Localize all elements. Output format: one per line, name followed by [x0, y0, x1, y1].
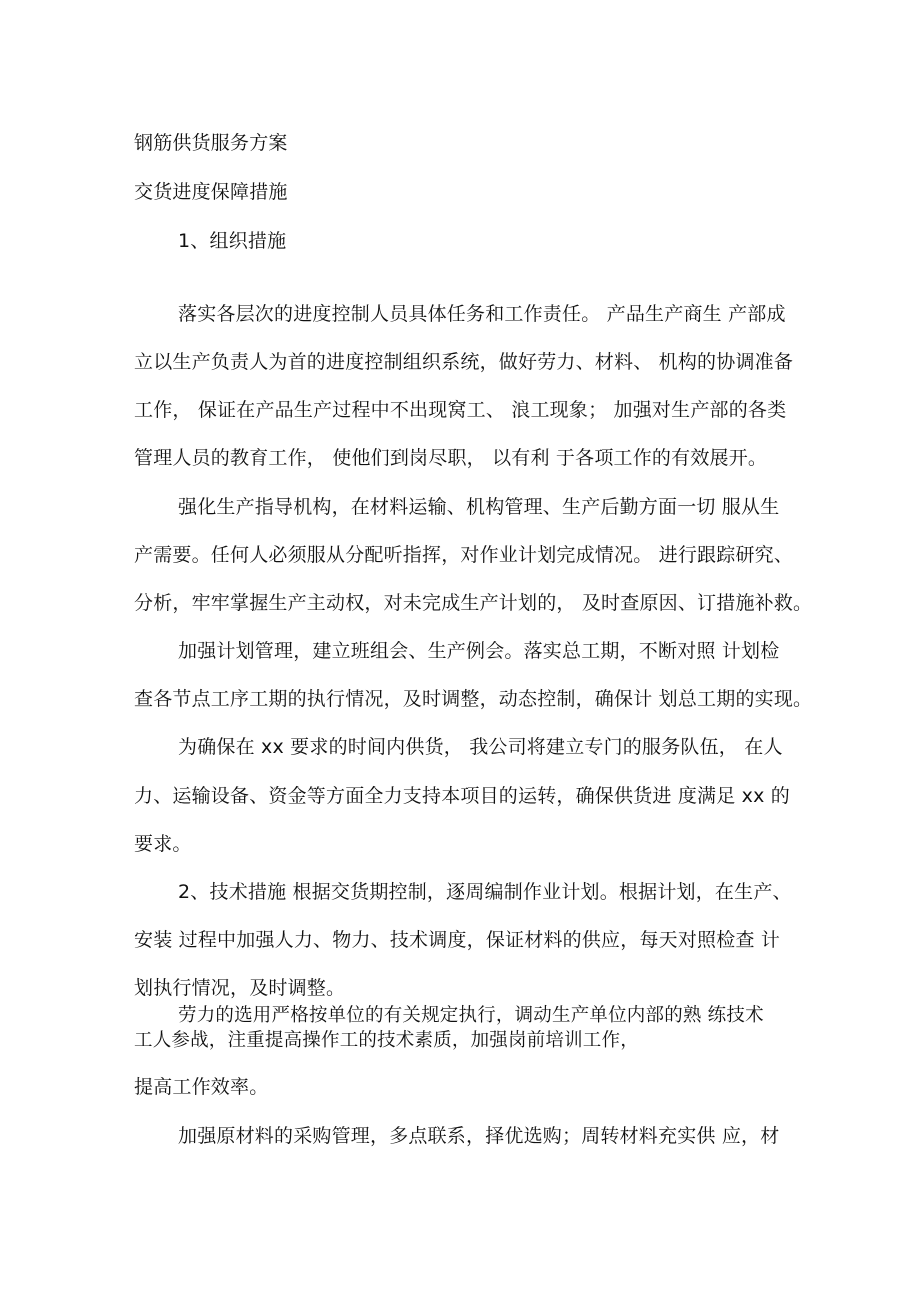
paragraph-line: 落实各层次的进度控制人员具体任务和工作责任。 产品生产商生 产部成	[178, 303, 786, 325]
paragraph-line: 强化生产指导机构，在材料运输、机构管理、生产后勤方面一切 服从生	[178, 496, 780, 518]
paragraph-line: 为确保在 xx 要求的时间内供货， 我公司将建立专门的服务队伍， 在人	[178, 736, 783, 758]
paragraph-line: 力、运输设备、资金等方面全力支持本项目的运转，确保供货进 度满足 xx 的	[134, 785, 791, 807]
section-heading: 交货进度保障措施	[134, 181, 288, 203]
item-heading-organization: 1、组织措施	[178, 230, 287, 252]
paragraph-line: 安装 过程中加强人力、物力、技术调度，保证材料的供应，每天对照检查 计	[134, 929, 781, 951]
paragraph-line: 提高工作效率。	[134, 1076, 269, 1098]
paragraph-line: 加强原材料的采购管理，多点联系，择优选购；周转材料充实供 应，材	[178, 1125, 780, 1147]
paragraph-line: 管理人员的教育工作， 使他们到岗尽职， 以有利 于各项工作的有效展开。	[134, 447, 768, 469]
paragraph-line: 要求。	[134, 833, 192, 855]
document-title: 钢筋供货服务方案	[134, 132, 288, 154]
paragraph-line: 2、技术措施 根据交货期控制，逐周编制作业计划。根据计划，在生产、	[178, 881, 792, 903]
paragraph-line: 工人参战，注重提高操作工的技术素质，加强岗前培训工作，	[134, 1030, 639, 1051]
paragraph-line: 产需要。任何人必须服从分配听指挥，对作业计划完成情况。 进行跟踪研究、	[134, 544, 794, 566]
paragraph-line: 工作， 保证在产品生产过程中不出现窝工、 浪工现象； 加强对生产部的各类	[134, 399, 787, 421]
paragraph-line: 劳力的选用严格按单位的有关规定执行，调动生产单位内部的熟 练技术	[178, 1005, 764, 1026]
paragraph-line: 立以生产负责人为首的进度控制组织系统，做好劳力、材料、 机构的协调准备	[134, 351, 794, 373]
paragraph-line: 分析，牢牢掌握生产主动权，对未完成生产计划的， 及时查原因、订措施补救。	[134, 592, 813, 614]
paragraph-line: 加强计划管理，建立班组会、生产例会。落实总工期，不断对照 计划检	[178, 640, 780, 662]
paragraph-line: 划执行情况，及时调整。	[134, 977, 346, 999]
paragraph-line: 查各节点工序工期的执行情况，及时调整，动态控制，确保计 划总工期的实现。	[134, 688, 813, 710]
